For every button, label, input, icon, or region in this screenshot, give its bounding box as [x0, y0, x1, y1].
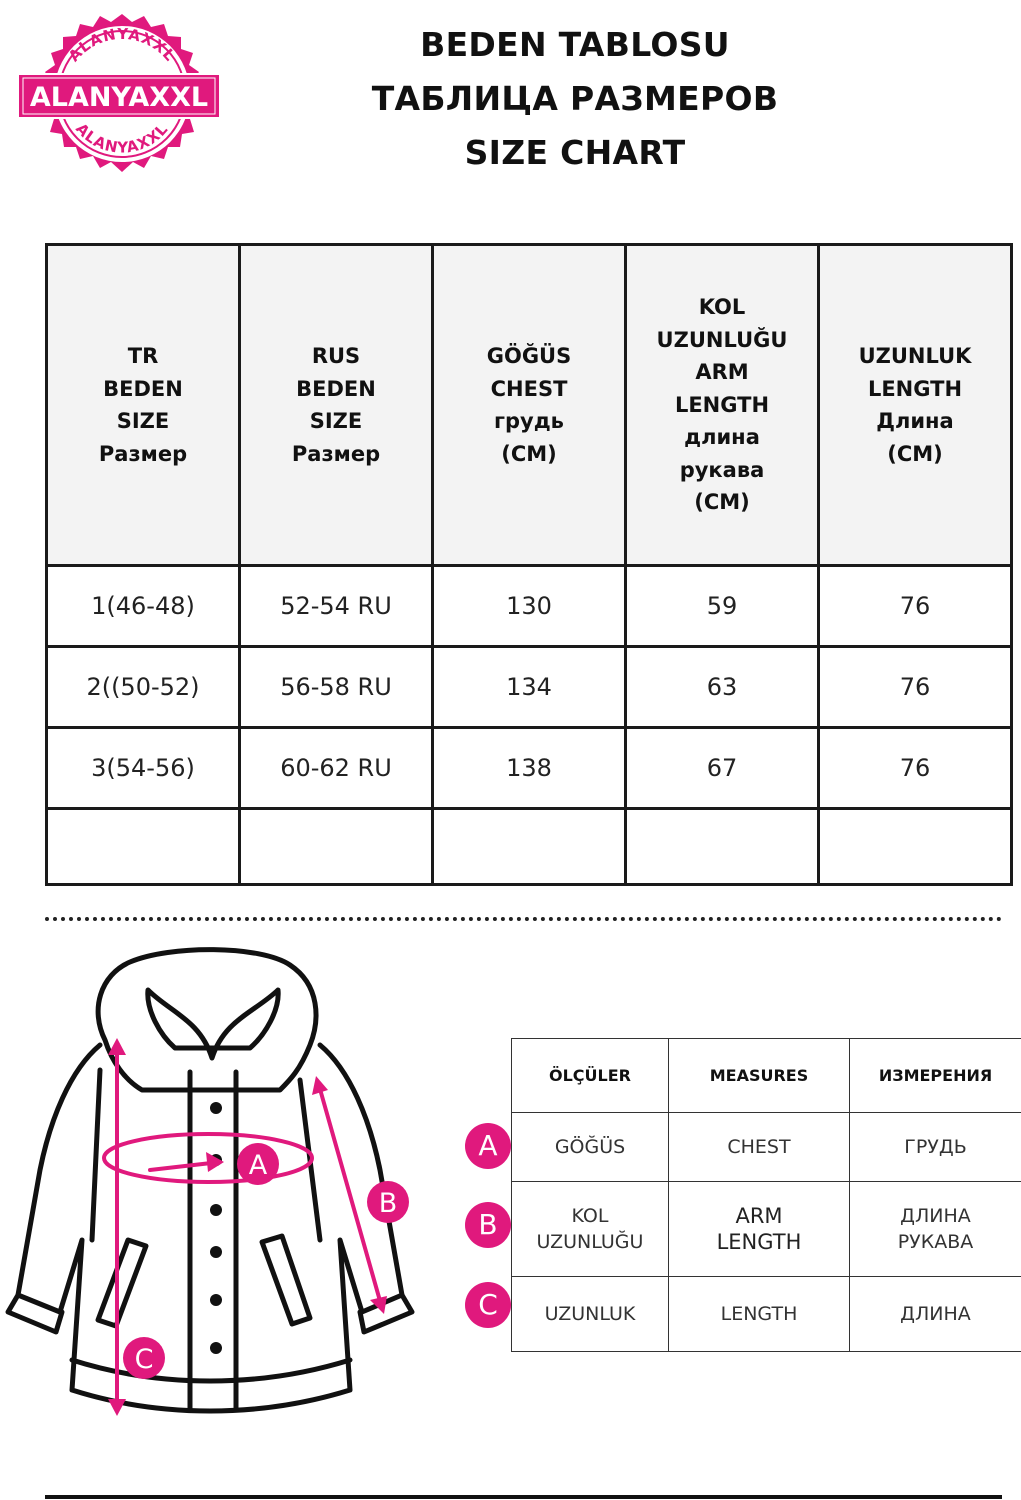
header-olculer: ÖLÇÜLER [512, 1039, 669, 1113]
cell-tr-size: 3(54-56) [47, 728, 240, 809]
button [210, 1204, 222, 1216]
measure-en: LENGTH [669, 1277, 850, 1352]
header-arm-length: KOL UZUNLUĞU ARM LENGTH длина рукава (CM) [626, 245, 819, 566]
measure-en: CHEST [669, 1113, 850, 1182]
table-row [47, 728, 1012, 809]
cell-rus-size: 60-62 RU [240, 728, 433, 809]
measure-tr: GÖĞÜS [512, 1113, 669, 1182]
header-rus-size: RUS BEDEN SIZE Размер [240, 245, 433, 566]
badge-c: C [465, 1282, 511, 1328]
title-turkish: BEDEN TABLOSU [420, 25, 730, 64]
button [210, 1102, 222, 1114]
table-row-empty [47, 809, 1012, 885]
left-pocket [98, 1240, 146, 1326]
logo-arc-top: ALANYAXXL [64, 25, 180, 66]
measures-legend-table [511, 1038, 1021, 1352]
measure-row-c [512, 1277, 1021, 1352]
marker-c-label: C [134, 1344, 154, 1375]
badge-a: A [465, 1123, 511, 1169]
cell-arm-length: 63 [626, 647, 819, 728]
measure-ru: ДЛИНА [850, 1277, 1021, 1352]
title-russian: ТАБЛИЦА РАЗМЕРОВ [371, 79, 779, 118]
logo-text: ALANYAXXL [29, 82, 209, 113]
length-arrow-top [108, 1038, 126, 1055]
right-pocket [262, 1236, 310, 1324]
cell-rus-size: 52-54 RU [240, 566, 433, 647]
cell-length: 76 [819, 566, 1012, 647]
cell-chest: 130 [433, 566, 626, 647]
size-table-header-row [47, 245, 1012, 566]
header-izmereniya: ИЗМЕРЕНИЯ [850, 1039, 1021, 1113]
arm-arrow-top [312, 1076, 328, 1095]
cell-chest: 138 [433, 728, 626, 809]
jacket-measurement-diagram [0, 940, 430, 1430]
cell-tr-size: 2((50-52) [47, 647, 240, 728]
badge-b: B [465, 1202, 511, 1248]
marker-a-label: A [248, 1150, 268, 1181]
measure-ru: ДЛИНА РУКАВА [850, 1182, 1021, 1277]
cell-tr-size: 1(46-48) [47, 566, 240, 647]
cell-length: 76 [819, 647, 1012, 728]
button [210, 1246, 222, 1258]
measures-header-row [512, 1039, 1021, 1113]
marker-b-label: B [378, 1188, 398, 1219]
cell-arm-length: 59 [626, 566, 819, 647]
table-row [47, 647, 1012, 728]
cell-rus-size: 56-58 RU [240, 647, 433, 728]
page-title [330, 18, 820, 180]
header-tr-size: TR BEDEN SIZE Размер [47, 245, 240, 566]
hood-outline [98, 950, 316, 1090]
header-measures: MEASURES [669, 1039, 850, 1113]
header-chest: GÖĞÜS CHEST грудь (CM) [433, 245, 626, 566]
length-arrow-bottom [108, 1399, 126, 1416]
measure-ru: ГРУДЬ [850, 1113, 1021, 1182]
measure-tr: UZUNLUK [512, 1277, 669, 1352]
size-chart-table [45, 243, 1013, 886]
bottom-divider [45, 1495, 1002, 1499]
measure-en: ARM LENGTH [669, 1182, 850, 1277]
cell-length: 76 [819, 728, 1012, 809]
cell-arm-length: 67 [626, 728, 819, 809]
measure-tr: KOL UZUNLUĞU [512, 1182, 669, 1277]
table-row [47, 566, 1012, 647]
button [210, 1342, 222, 1354]
dotted-divider [45, 917, 1002, 921]
hem-band [72, 1360, 350, 1381]
jacket-body-outline [18, 1045, 402, 1411]
button [210, 1294, 222, 1306]
header-length: UZUNLUK LENGTH Длина (CM) [819, 245, 1012, 566]
alanyaxxl-logo [14, 12, 224, 184]
logo-arc-bottom: ALANYAXXL [72, 119, 172, 157]
measure-row-b [512, 1182, 1021, 1277]
measure-row-a [512, 1113, 1021, 1182]
hood-inner [148, 990, 278, 1058]
left-sleeve-seam [92, 1070, 100, 1240]
title-english: SIZE CHART [464, 133, 686, 172]
cell-chest: 134 [433, 647, 626, 728]
